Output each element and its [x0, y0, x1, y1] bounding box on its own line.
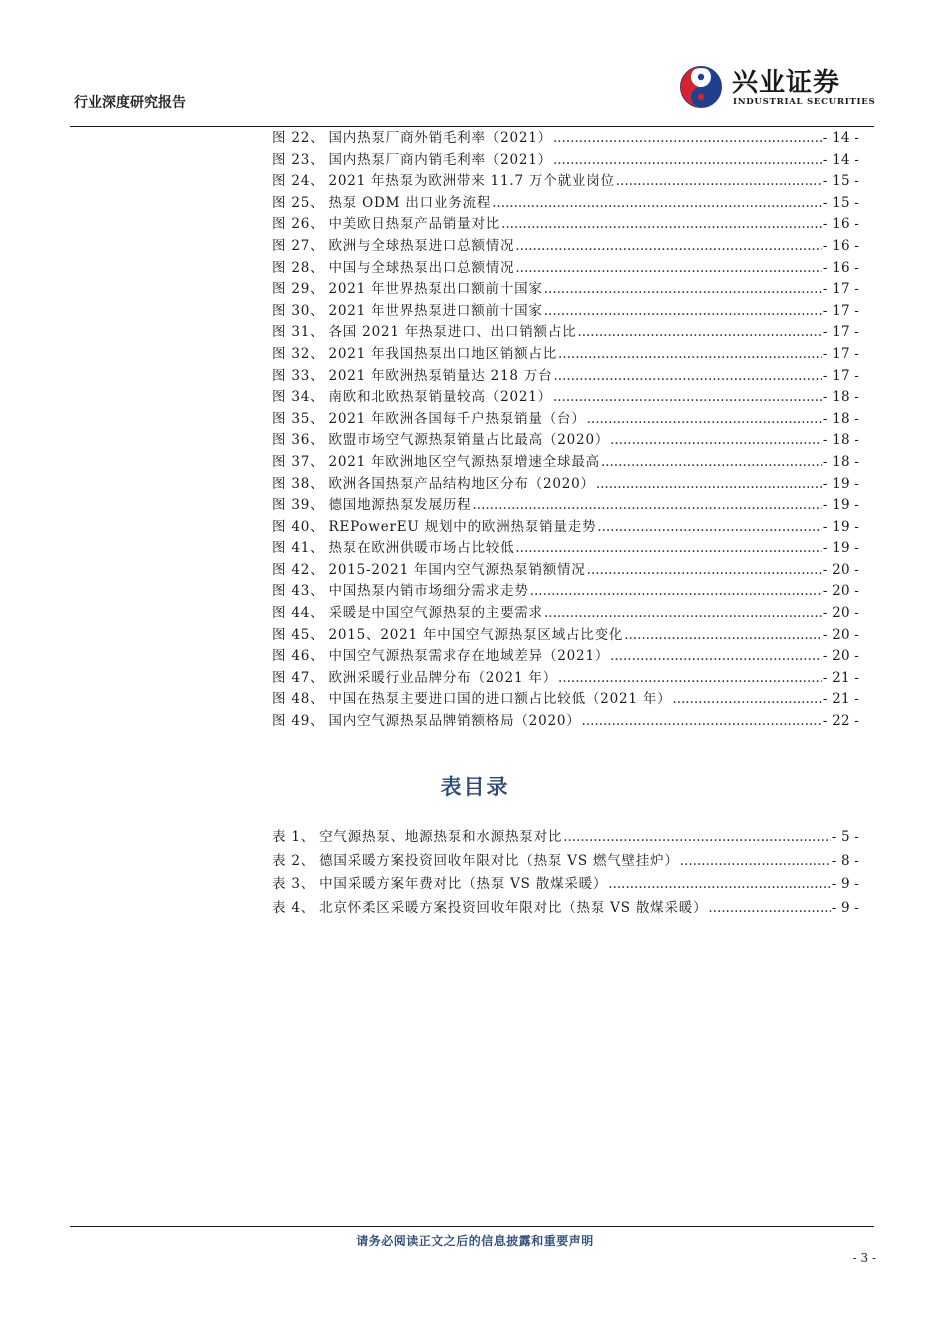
entry-page: - 16 - — [822, 216, 859, 233]
figure-entry[interactable] — [272, 387, 859, 409]
dot-leader — [492, 193, 822, 215]
brand-logo — [680, 66, 874, 114]
entry-title: 欧洲与全球热泵进口总额情况 — [328, 237, 515, 254]
dot-leader — [672, 689, 821, 711]
entry-label: 图 49、 — [272, 713, 325, 730]
dot-leader — [553, 150, 822, 172]
entry-page: - 17 - — [822, 302, 859, 319]
entry-page: - 18 - — [822, 389, 859, 406]
entry-page: - 19 - — [822, 540, 859, 557]
page-number: - 3 - — [852, 1251, 876, 1265]
entry-page: - 18 - — [822, 410, 859, 427]
entry-title: 采暖是中国空气源热泵的主要需求 — [328, 605, 543, 622]
dot-leader — [563, 826, 831, 850]
dot-leader — [601, 452, 822, 474]
dot-leader — [582, 711, 822, 733]
entry-label: 图 48、 — [272, 691, 325, 708]
entry-label: 图 38、 — [272, 475, 325, 492]
figure-entry[interactable] — [272, 214, 859, 236]
figure-entry[interactable] — [272, 646, 859, 668]
entry-page: - 18 - — [822, 453, 859, 470]
figure-entry[interactable] — [272, 560, 859, 582]
figure-entry[interactable] — [272, 150, 859, 172]
entry-title: 2015-2021 年国内空气源热泵销额情况 — [328, 561, 586, 578]
dot-leader — [596, 474, 822, 496]
entry-page: - 15 - — [822, 173, 859, 190]
dot-leader — [608, 873, 830, 897]
entry-page: - 20 - — [822, 626, 859, 643]
entry-title: 北京怀柔区采暖方案投资回收年限对比（热泵 VS 散煤采暖） — [319, 899, 708, 916]
dot-leader — [624, 625, 822, 647]
dot-leader — [680, 850, 831, 874]
entry-label: 图 33、 — [272, 367, 325, 384]
figure-list — [272, 128, 859, 733]
entry-page: - 14 - — [822, 130, 859, 146]
entry-label: 图 30、 — [272, 302, 325, 319]
entry-label: 图 36、 — [272, 432, 325, 449]
entry-label: 图 41、 — [272, 540, 325, 557]
entry-title: 2021 年我国热泵出口地区销额占比 — [328, 345, 558, 362]
entry-label: 图 35、 — [272, 410, 325, 427]
entry-label: 图 26、 — [272, 216, 325, 233]
entry-page: - 17 - — [822, 367, 859, 384]
entry-label: 图 22、 — [272, 130, 325, 146]
entry-label: 图 44、 — [272, 605, 325, 622]
dot-leader — [553, 128, 822, 150]
figure-entry[interactable] — [272, 128, 859, 150]
entry-page: - 9 - — [831, 899, 859, 916]
figure-entry[interactable] — [272, 322, 859, 344]
entry-page: - 20 - — [822, 605, 859, 622]
dot-leader — [610, 430, 822, 452]
entry-label: 图 29、 — [272, 281, 325, 298]
entry-title: 空气源热泵、地源热泵和水源热泵对比 — [319, 829, 563, 845]
page-header — [70, 56, 874, 126]
entry-title: 热泵在欧洲供暖市场占比较低 — [328, 540, 515, 557]
entry-label: 图 27、 — [272, 237, 325, 254]
header-divider — [70, 126, 874, 127]
dot-leader — [616, 171, 822, 193]
entry-label: 图 28、 — [272, 259, 325, 276]
entry-label: 图 45、 — [272, 626, 325, 643]
entry-label: 图 39、 — [272, 497, 325, 514]
entry-label: 图 32、 — [272, 345, 325, 362]
figure-entry[interactable] — [272, 430, 859, 452]
entry-title: 德国采暖方案投资回收年限对比（热泵 VS 燃气壁挂炉） — [319, 852, 679, 869]
entry-label: 表 1、 — [272, 829, 316, 845]
entry-page: - 14 - — [822, 151, 859, 168]
figure-entry[interactable] — [272, 171, 859, 193]
dot-leader — [515, 236, 822, 258]
tables-heading: 表目录 — [440, 774, 510, 799]
logo-english-name: INDUSTRIAL SECURITIES — [733, 97, 876, 107]
dot-leader — [515, 538, 822, 560]
logo-swirl-icon — [680, 66, 722, 108]
dot-leader — [544, 301, 822, 323]
logo-chinese-name: 兴业证券 — [732, 68, 841, 98]
dot-leader — [530, 581, 822, 603]
entry-page: - 17 - — [822, 345, 859, 362]
entry-page: - 16 - — [822, 237, 859, 254]
entry-page: - 19 - — [822, 475, 859, 492]
entry-page: - 5 - — [831, 829, 859, 845]
entry-title: 2021 年热泵为欧洲带来 11.7 万个就业岗位 — [328, 173, 615, 190]
entry-title: 中国热泵内销市场细分需求走势 — [328, 583, 529, 600]
figure-entry[interactable] — [272, 517, 859, 539]
figure-entry[interactable] — [272, 258, 859, 280]
dot-leader — [544, 279, 822, 301]
table-entry[interactable] — [272, 897, 859, 921]
figure-entry[interactable] — [272, 689, 859, 711]
entry-title: 欧盟市场空气源热泵销量占比最高（2020） — [328, 432, 610, 449]
entry-page: - 21 - — [822, 669, 859, 686]
entry-page: - 20 - — [822, 583, 859, 600]
entry-label: 图 24、 — [272, 173, 325, 190]
figure-entry[interactable] — [272, 625, 859, 647]
entry-label: 表 4、 — [272, 899, 316, 916]
entry-title: 国内空气源热泵品牌销额格局（2020） — [328, 713, 581, 730]
table-entry[interactable] — [272, 850, 859, 874]
entry-label: 图 34、 — [272, 389, 325, 406]
entry-title: 中美欧日热泵产品销量对比 — [328, 216, 501, 233]
footer-divider — [70, 1226, 874, 1227]
entry-title: 中国在热泵主要进口国的进口额占比较低（2021 年） — [328, 691, 672, 708]
figure-entry[interactable] — [272, 711, 859, 733]
figure-entry[interactable] — [272, 366, 859, 388]
entry-page: - 22 - — [822, 713, 859, 730]
dot-leader — [472, 495, 821, 517]
dot-leader — [597, 517, 822, 539]
entry-title: 南欧和北欧热泵销量较高（2021） — [328, 389, 552, 406]
dot-leader — [708, 897, 830, 921]
entry-label: 表 3、 — [272, 876, 316, 893]
entry-title: 欧洲采暖行业品牌分布（2021 年） — [328, 669, 558, 686]
figure-entry[interactable] — [272, 495, 859, 517]
figure-entry[interactable] — [272, 538, 859, 560]
entry-title: 中国与全球热泵出口总额情况 — [328, 259, 515, 276]
entry-title: 2021 年欧洲热泵销量达 218 万台 — [328, 367, 553, 384]
entry-label: 图 42、 — [272, 561, 325, 578]
figure-entry[interactable] — [272, 409, 859, 431]
entry-page: - 17 - — [822, 324, 859, 341]
dot-leader — [577, 322, 821, 344]
entry-page: - 18 - — [822, 432, 859, 449]
figure-entry[interactable] — [272, 301, 859, 323]
entry-title: REPowerEU 规划中的欧洲热泵销量走势 — [328, 518, 597, 535]
dot-leader — [558, 344, 822, 366]
entry-label: 图 37、 — [272, 453, 325, 470]
entry-label: 表 2、 — [272, 852, 316, 869]
entry-page: - 9 - — [831, 876, 859, 893]
entry-page: - 20 - — [822, 561, 859, 578]
entry-page: - 16 - — [822, 259, 859, 276]
entry-label: 图 47、 — [272, 669, 325, 686]
table-list — [272, 826, 859, 920]
dot-leader — [587, 409, 822, 431]
figure-entry[interactable] — [272, 581, 859, 603]
dot-leader — [501, 214, 822, 236]
figure-entry[interactable] — [272, 452, 859, 474]
entry-title: 国内热泵厂商外销毛利率（2021） — [328, 130, 552, 146]
entry-title: 各国 2021 年热泵进口、出口销额占比 — [328, 324, 577, 341]
figure-entry[interactable] — [272, 603, 859, 625]
entry-label: 图 46、 — [272, 648, 325, 665]
entry-page: - 21 - — [822, 691, 859, 708]
dot-leader — [610, 646, 822, 668]
report-type: 行业深度研究报告 — [74, 95, 186, 111]
dot-leader — [515, 258, 822, 280]
entry-title: 2021 年世界热泵出口额前十国家 — [328, 281, 543, 298]
entry-title: 2021 年世界热泵进口额前十国家 — [328, 302, 543, 319]
entry-page: - 15 - — [822, 194, 859, 211]
entry-title: 欧洲各国热泵产品结构地区分布（2020） — [328, 475, 595, 492]
table-entry[interactable] — [272, 826, 859, 850]
entry-title: 热泵 ODM 出口业务流程 — [328, 194, 492, 211]
figure-entry[interactable] — [272, 668, 859, 690]
entry-page: - 8 - — [831, 852, 859, 869]
figure-entry[interactable] — [272, 344, 859, 366]
entry-label: 图 25、 — [272, 194, 325, 211]
figure-entry[interactable] — [272, 193, 859, 215]
entry-title: 2021 年欧洲地区空气源热泵增速全球最高 — [328, 453, 600, 470]
entry-label: 图 43、 — [272, 583, 325, 600]
entry-label: 图 31、 — [272, 324, 325, 341]
figure-entry[interactable] — [272, 279, 859, 301]
entry-title: 国内热泵厂商内销毛利率（2021） — [328, 151, 552, 168]
entry-page: - 19 - — [822, 497, 859, 514]
entry-page: - 20 - — [822, 648, 859, 665]
entry-title: 中国空气源热泵需求存在地域差异（2021） — [328, 648, 610, 665]
dot-leader — [553, 366, 821, 388]
entry-title: 2021 年欧洲各国每千户热泵销量（台） — [328, 410, 586, 427]
entry-title: 中国采暖方案年费对比（热泵 VS 散煤采暖） — [319, 876, 608, 893]
entry-label: 图 23、 — [272, 151, 325, 168]
figure-entry[interactable] — [272, 474, 859, 496]
dot-leader — [587, 560, 822, 582]
entry-label: 图 40、 — [272, 518, 325, 535]
entry-title: 德国地源热泵发展历程 — [328, 497, 472, 514]
dot-leader — [553, 387, 822, 409]
entry-page: - 19 - — [822, 518, 859, 535]
table-entry[interactable] — [272, 873, 859, 897]
entry-title: 2015、2021 年中国空气源热泵区域占比变化 — [328, 626, 624, 643]
figure-entry[interactable] — [272, 236, 859, 258]
disclaimer-notice: 请务必阅读正文之后的信息披露和重要声明 — [356, 1234, 594, 1248]
dot-leader — [558, 668, 822, 690]
entry-page: - 17 - — [822, 281, 859, 298]
dot-leader — [544, 603, 822, 625]
